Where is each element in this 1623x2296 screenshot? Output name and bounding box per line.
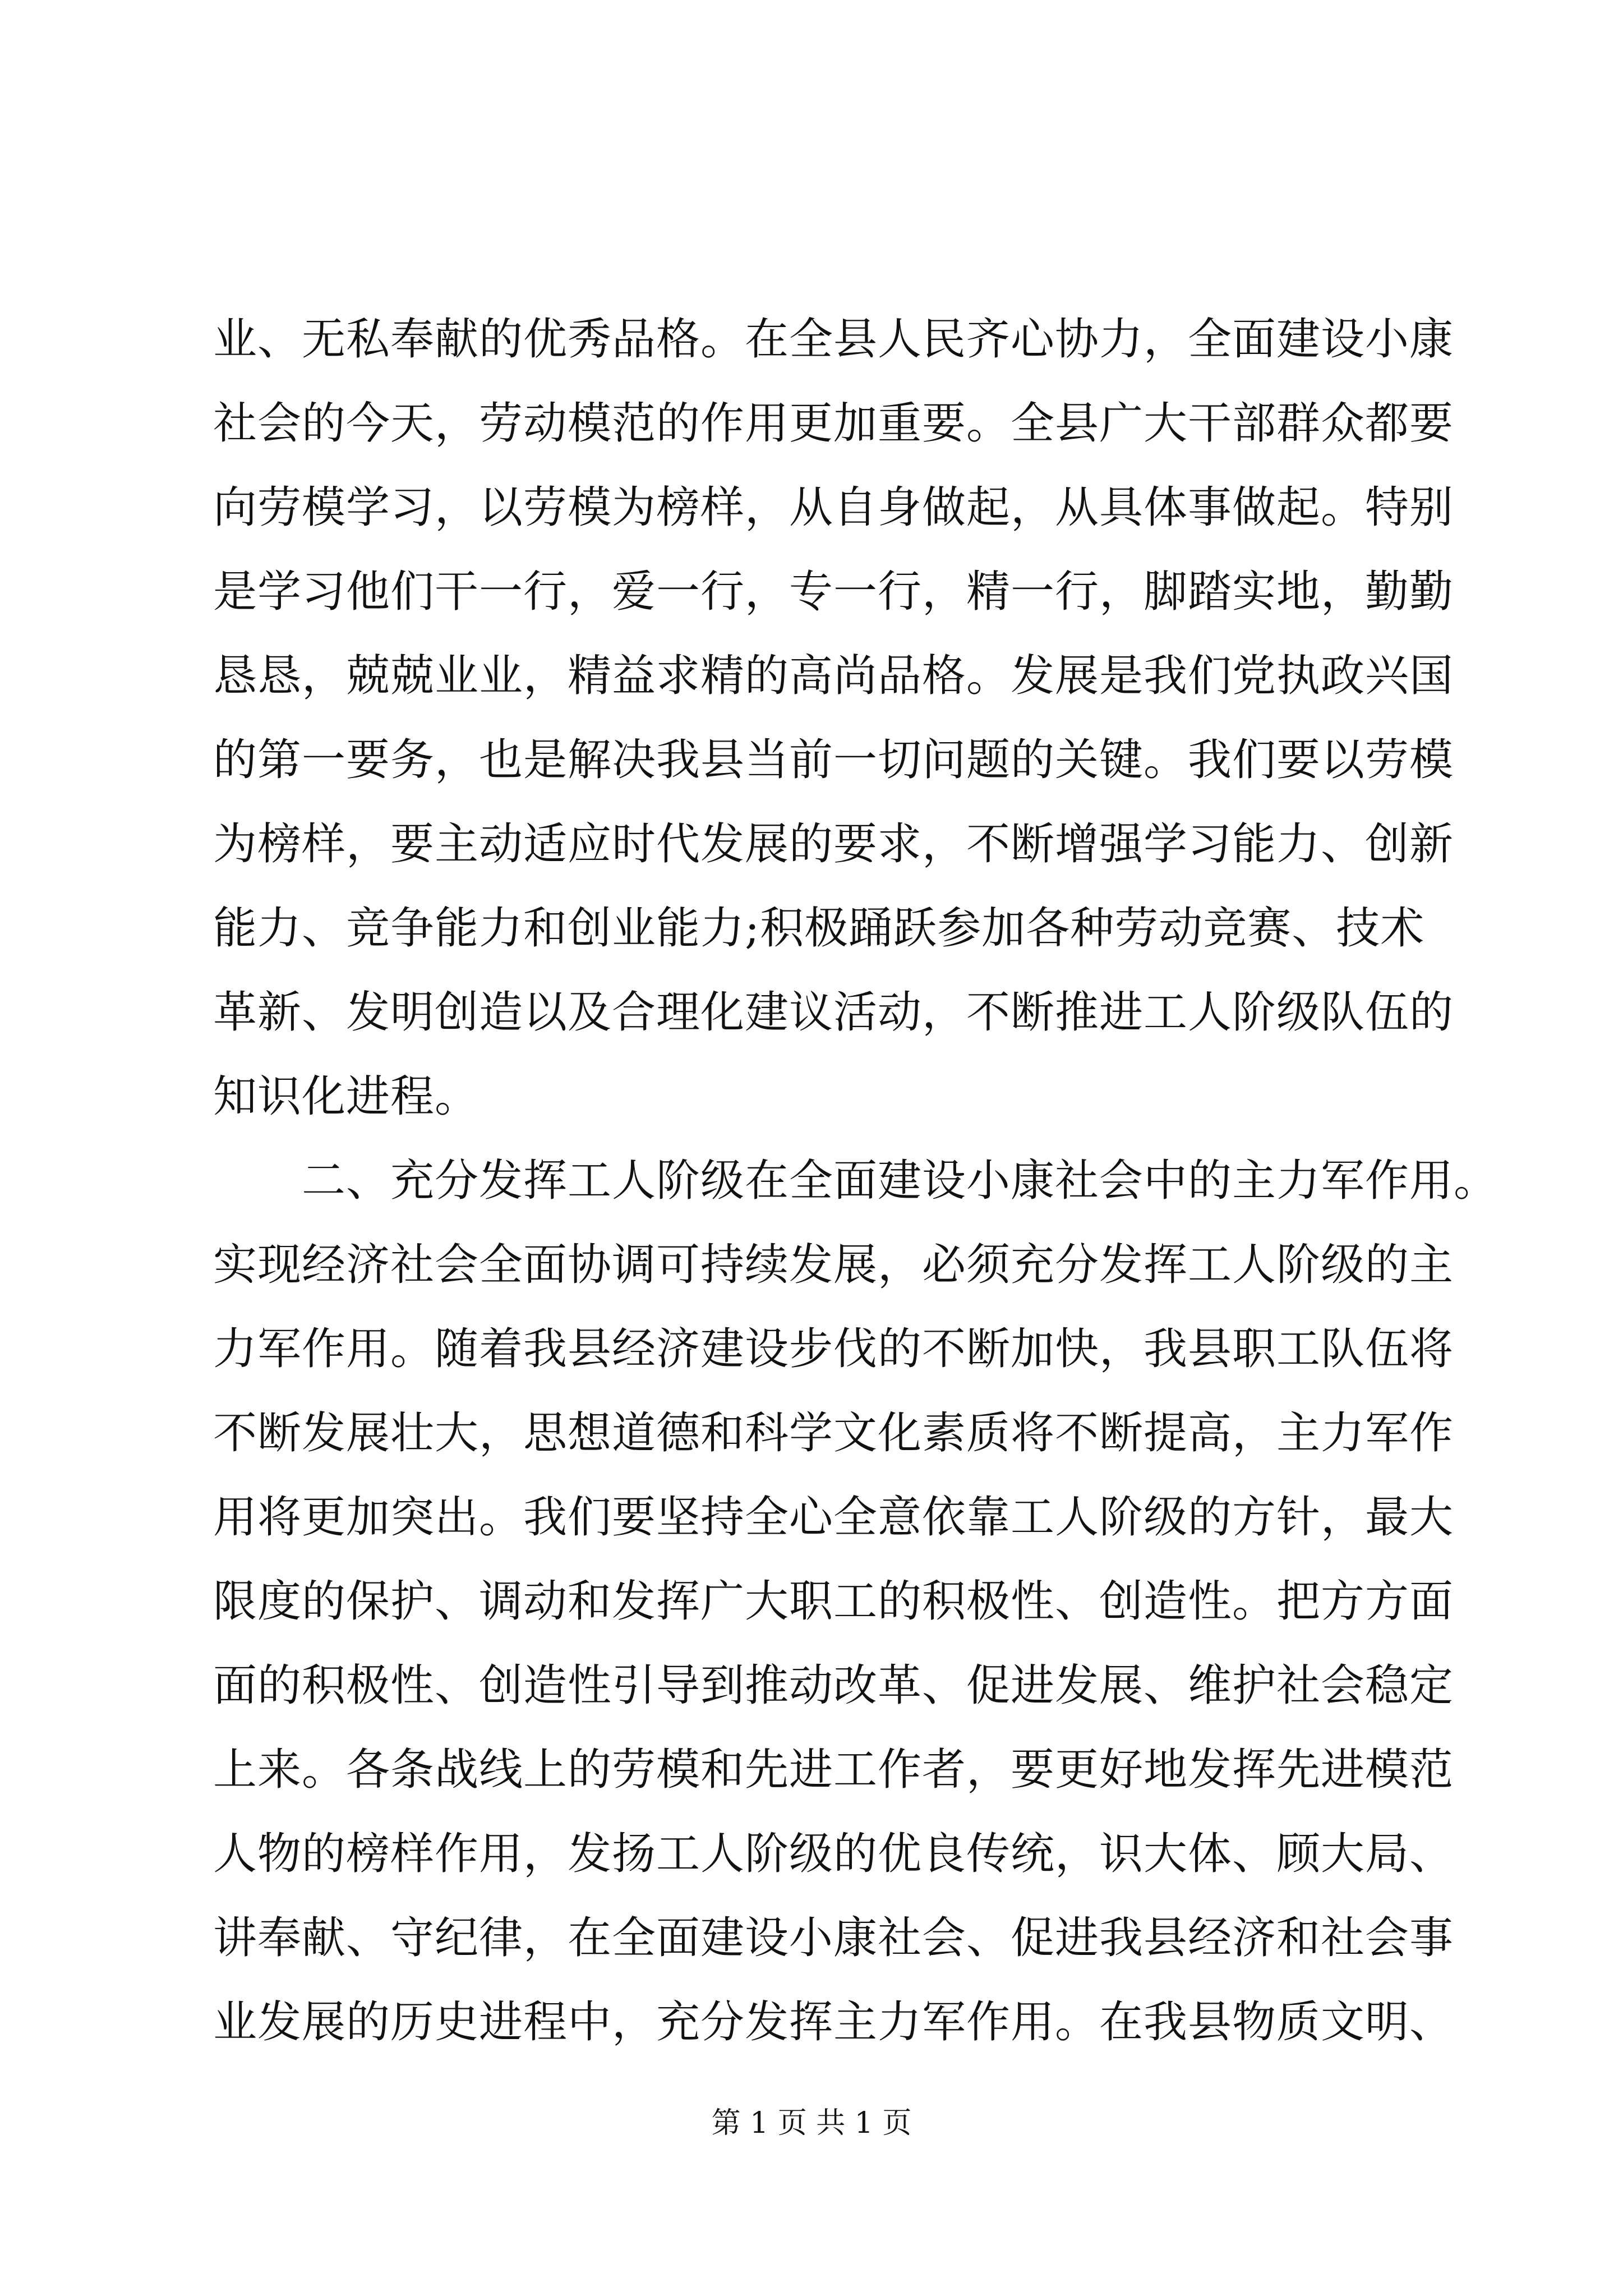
- text-line: 上来。各条战线上的劳模和先进工作者，要更好地发挥先进模范: [213, 1745, 1454, 1795]
- section-heading-line: 二、充分发挥工人阶级在全面建设小康社会中的主力军作用。: [302, 1156, 1498, 1206]
- text-line: 革新、发明创造以及合理化建议活动，不断推进工人阶级队伍的: [213, 987, 1454, 1038]
- body-text: [213, 297, 1498, 2064]
- page-footer: [0, 2104, 1623, 2143]
- text-line: 恳恳，兢兢业业，精益求精的高尚品格。发展是我们党执政兴国: [213, 651, 1454, 701]
- text-line: 用将更加突出。我们要坚持全心全意依靠工人阶级的方针，最大: [213, 1492, 1454, 1543]
- text-line: 不断发展壮大，思想道德和科学文化素质将不断提高，主力军作: [213, 1408, 1454, 1458]
- text-line: 讲奉献、守纪律，在全面建设小康社会、促进我县经济和社会事: [213, 1913, 1454, 1963]
- text-line: 业发展的历史进程中，充分发挥主力军作用。在我县物质文明、: [213, 1997, 1454, 2047]
- text-line: 实现经济社会全面协调可持续发展，必须充分发挥工人阶级的主: [213, 1240, 1454, 1290]
- text-line: 是学习他们干一行，爱一行，专一行，精一行，脚踏实地，勤勤: [213, 567, 1454, 617]
- page-number: 第 1 页 共 1 页: [711, 2106, 912, 2140]
- text-line: 向劳模学习，以劳模为榜样，从自身做起，从具体事做起。特别: [213, 482, 1454, 533]
- text-line: 社会的今天，劳动模范的作用更加重要。全县广大干部群众都要: [213, 398, 1454, 449]
- text-line: 业、无私奉献的优秀品格。在全县人民齐心协力，全面建设小康: [213, 314, 1454, 365]
- text-line: 为榜样，要主动适应时代发展的要求，不断增强学习能力、创新: [213, 819, 1454, 869]
- text-line: 面的积极性、创造性引导到推动改革、促进发展、维护社会稳定: [213, 1660, 1454, 1711]
- text-line: 知识化进程。: [213, 1071, 479, 1122]
- text-line: 力军作用。随着我县经济建设步伐的不断加快，我县职工队伍将: [213, 1324, 1454, 1374]
- text-line: 能力、竞争能力和创业能力;积极踊跃参加各种劳动竞赛、技术: [213, 903, 1425, 954]
- text-line: 的第一要务，也是解决我县当前一切问题的关键。我们要以劳模: [213, 735, 1454, 785]
- text-line: 人物的榜样作用，发扬工人阶级的优良传统，识大体、顾大局、: [213, 1829, 1454, 1879]
- text-line: 限度的保护、调动和发挥广大职工的积极性、创造性。把方方面: [213, 1576, 1454, 1627]
